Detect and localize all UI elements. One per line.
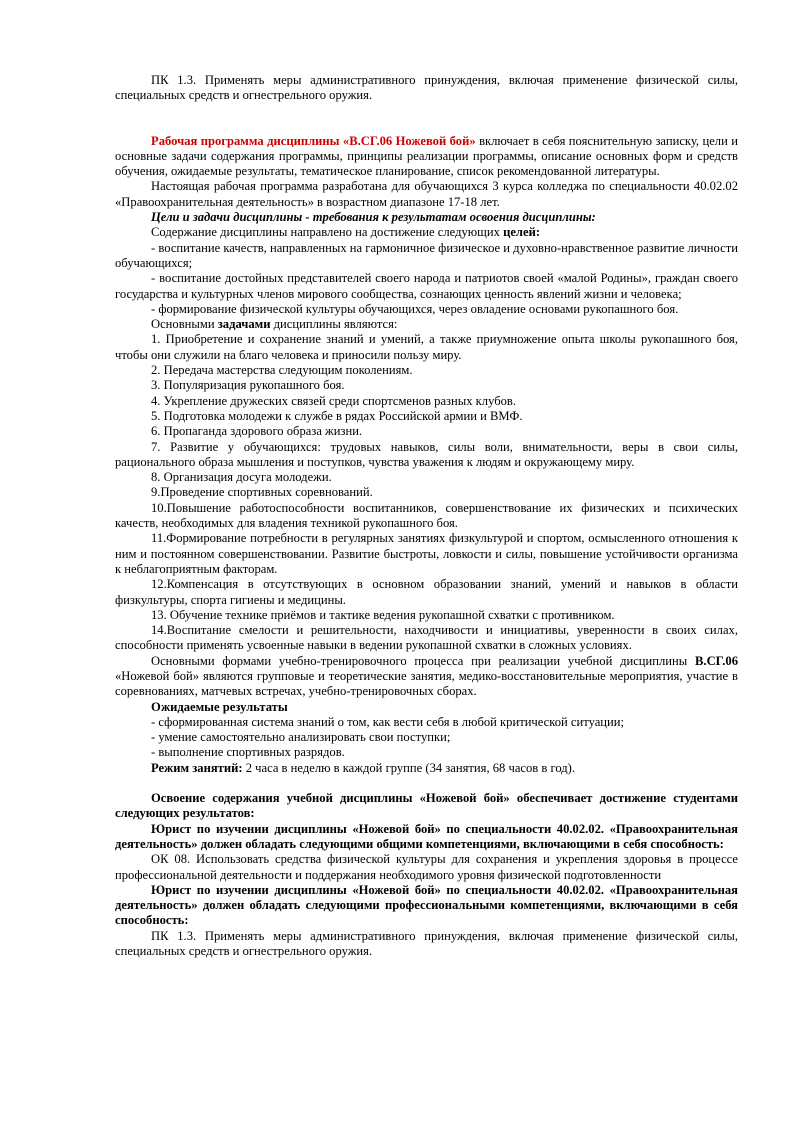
schedule-paragraph bbox=[115, 761, 738, 776]
goals-lead-text: Содержание дисциплины направлено на достижение следующих bbox=[151, 225, 504, 240]
task-item: 5. Подготовка молодежи к службе в рядах Российской армии и ВМФ. bbox=[151, 408, 523, 423]
forms-code: В.СГ.06 bbox=[695, 653, 738, 668]
task-item: 12.Компенсация в отсутствующих в основном образовании знаний, умений и навыков в области физкультуры, спорта гигиены и медицины. bbox=[115, 577, 738, 607]
ok08-paragraph: ОК 08. Использовать средства физической культуры для сохранения и укрепления здоровья в процессе профессиональной деятельности и поддержания необходимого уровня физической подготовленности bbox=[115, 852, 738, 882]
program-description: включает в себя пояснительную записку, цели и основные задачи содержания программы, принципы реализации программы, описание основных форм и средств обучения, ожидаемые результаты, тематическое планирование, список рекомендованной литературы. bbox=[115, 133, 738, 179]
outcomes-heading: Освоение содержания учебной дисциплины «Ножевой бой» обеспечивает достижение студентами следующих результатов: bbox=[115, 791, 738, 821]
professional-competencies-lead: Юрист по изучении дисциплины «Ножевой бой» по специальности 40.02.02. «Правоохранительная деятельность» должен обладать следующими профессиональными компетенциями, включающими в себя способность: bbox=[115, 882, 738, 928]
tasks-lead-text: Основными bbox=[151, 317, 218, 332]
goals-lead-bold: целей: bbox=[503, 225, 541, 240]
expected-item: - умение самостоятельно анализировать свои поступки; bbox=[151, 730, 451, 745]
task-item: 3. Популяризация рукопашного боя. bbox=[151, 378, 345, 393]
pk13-paragraph: ПК 1.3. Применять меры административного принуждения, включая применение физической силы, специальных средств и огнестрельного оружия. bbox=[115, 928, 738, 959]
goal-item: - воспитание достойных представителей своего народа и патриотов своей «малой Родины», граждан своего государства и культурных членов мирового сообщества, сознающих ценность явлений жизни и человека; bbox=[115, 271, 738, 301]
forms-text: Основными формами учебно-тренировочного процесса при реализации учебной дисциплины bbox=[151, 653, 696, 668]
goal-item: - формирование физической культуры обучающихся, через овладение основами рукопашного боя. bbox=[151, 301, 679, 316]
goals-lead bbox=[115, 225, 738, 240]
task-item: 7. Развитие у обучающихся: трудовых навыков, силы воли, внимательности, веры в свои силы, рационального образа мышления и поступков, чувства уважения к людям и окружающему миру. bbox=[115, 439, 738, 469]
goals-heading: Цели и задачи дисциплины - требования к результатам освоения дисциплины: bbox=[151, 210, 596, 225]
expected-item: - сформированная система знаний о том, как вести себя в любой критической ситуации; bbox=[151, 714, 625, 729]
task-item: 2. Передача мастерства следующим поколениям. bbox=[151, 363, 413, 378]
task-item: 1. Приобретение и сохранение знаний и умений, а также приумножение опыта школы рукопашного боя, чтобы они служили на благо человека и приносили пользу миру. bbox=[115, 332, 738, 362]
task-item: 6. Пропаганда здорового образа жизни. bbox=[151, 424, 363, 439]
task-item: 11.Формирование потребности в регулярных занятиях физкультурой и спортом, осмысленного отношения к ним и постоянном совершенствовании. Развитие быстроты, ловкости и силы, повышение устойчивости организма к неблагоприятным факторам. bbox=[115, 531, 738, 576]
program-paragraph bbox=[115, 134, 738, 180]
forms-paragraph bbox=[115, 654, 738, 700]
schedule-text: 2 часа в неделю в каждой группе (34 занятия, 68 часов в год). bbox=[242, 760, 576, 775]
task-item: 4. Укрепление дружеских связей среди спортсменов разных клубов. bbox=[151, 393, 516, 408]
expected-heading: Ожидаемые результаты bbox=[151, 699, 288, 714]
intro-pk-paragraph: ПК 1.3. Применять меры административного принуждения, включая применение физической силы, специальных средств и огнестрельного оружия. bbox=[115, 73, 738, 103]
expected-item: - выполнение спортивных разрядов. bbox=[151, 745, 345, 760]
task-item: 10.Повышение работоспособности воспитанников, совершенствование их физических и психических качеств, необходимых для владения техникой рукопашного боя. bbox=[115, 500, 738, 531]
task-item: 9.Проведение спортивных соревнований. bbox=[151, 485, 373, 500]
goal-item: - воспитание качеств, направленных на гармоничное физическое и духовно-нравственное развитие личности обучающихся; bbox=[115, 240, 738, 270]
schedule-label: Режим занятий: bbox=[151, 760, 243, 775]
forms-text-end: «Ножевой бой» являются групповые и теоретические занятия, медико-восстановительные мероприятия, участие в соревнованиях, матчевых встречах, учебно-тренировочных сборах. bbox=[115, 668, 738, 699]
general-competencies-lead: Юрист по изучении дисциплины «Ножевой бой» по специальности 40.02.02. «Правоохранительная деятельность» должен обладать следующими общими компетенциями, включающими в себя способность: bbox=[115, 821, 738, 851]
task-item: 8. Организация досуга молодежи. bbox=[151, 470, 332, 485]
program-title: Рабочая программа дисциплины «В.СГ.06 Ножевой бой» bbox=[151, 133, 476, 148]
tasks-lead-post: дисциплины являются: bbox=[270, 317, 398, 332]
tasks-lead-bold: задачами bbox=[217, 317, 271, 332]
task-item: 13. Обучение технике приёмов и тактике ведения рукопашной схватки с противником. bbox=[151, 607, 615, 622]
tasks-lead bbox=[115, 317, 738, 332]
audience-paragraph: Настоящая рабочая программа разработана для обучающихся 3 курса колледжа по специальности 40.02.02 «Правоохранительная деятельность» в возрастном диапазоне 17-18 лет. bbox=[115, 179, 738, 209]
document-page bbox=[115, 73, 738, 959]
task-item: 14.Воспитание смелости и решительности, находчивости и инициативы, уверенности в своих силах, способности применять усвоенные навыки в ведении рукопашной схватки в сложных условиях. bbox=[115, 623, 738, 653]
